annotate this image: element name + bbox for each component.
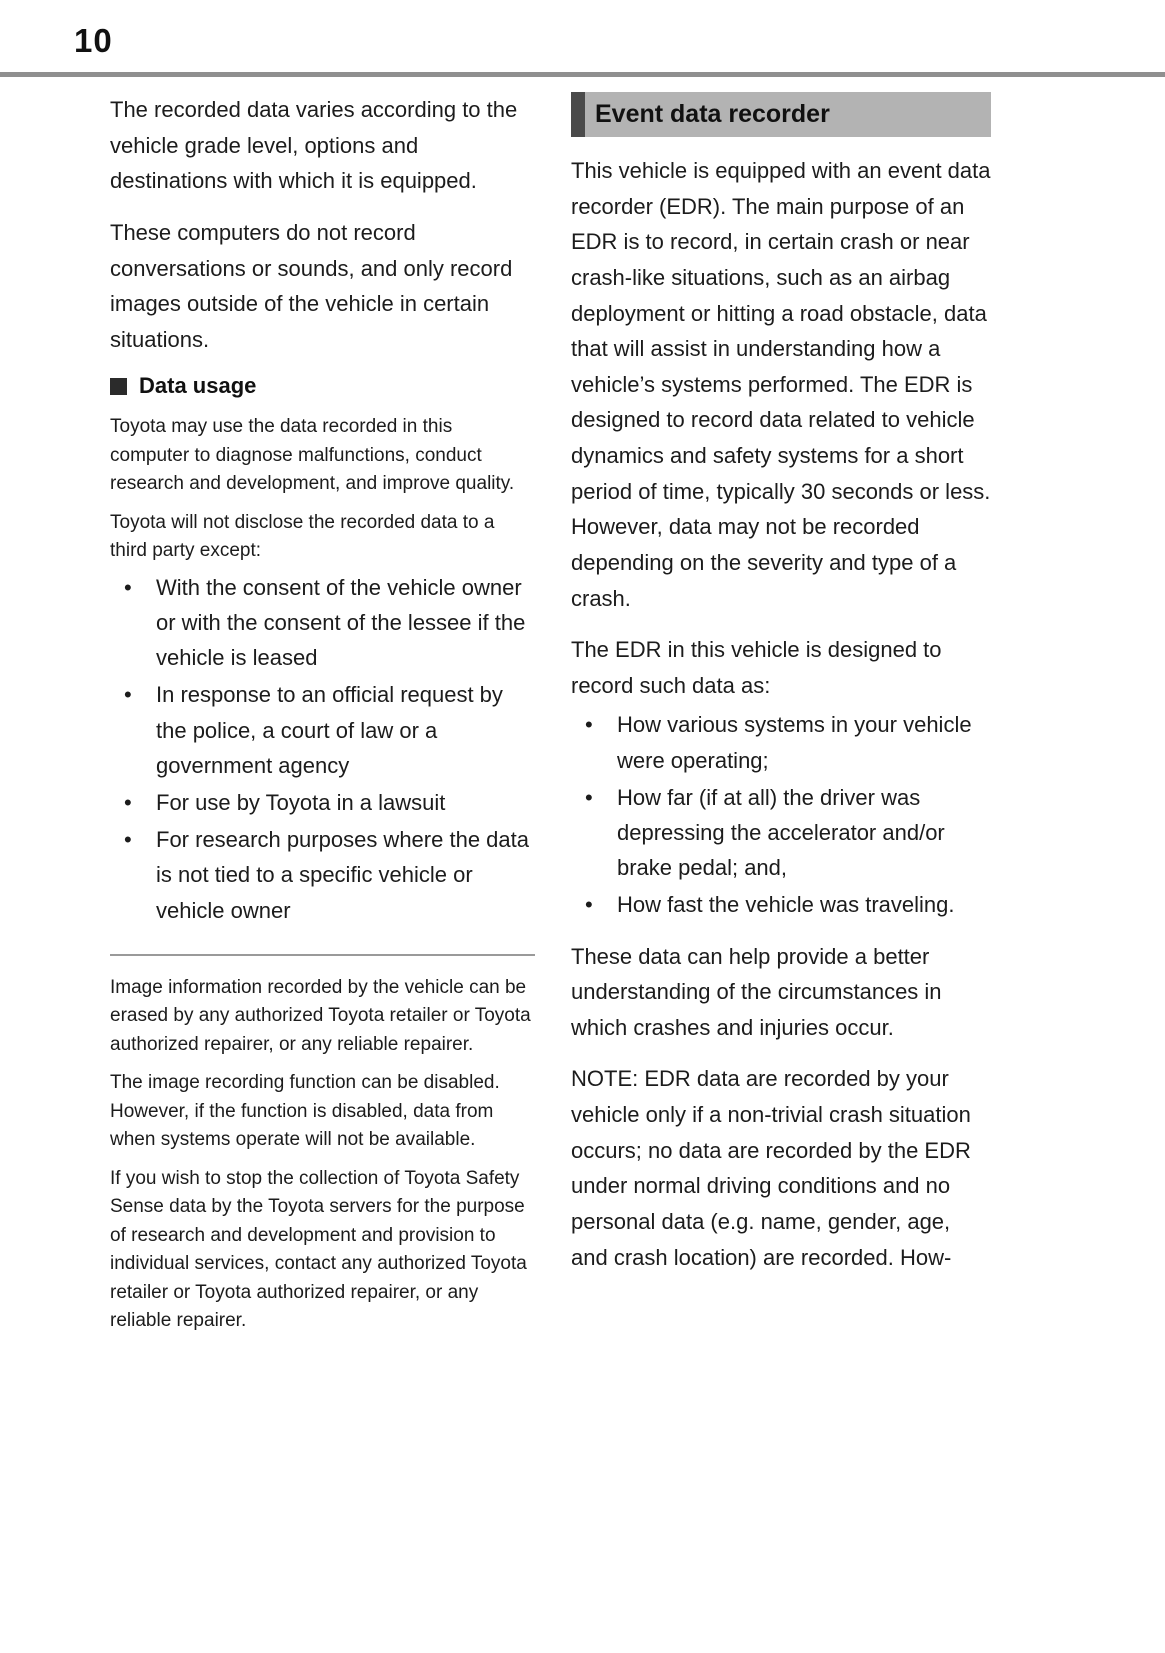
bullet-item: • For use by Toyota in a lawsuit	[124, 785, 535, 820]
fine-print-paragraph: If you wish to stop the collection of Toyota Safety Sense data by the Toyota servers for the purpose of research and development and provision to individual services, contact any authorized Toyota retailer or Toyota authorized repairer, or any reliable repairer.	[110, 1167, 527, 1332]
header-accent-bar	[571, 92, 585, 137]
edr-closing-paragraph: These data can help provide a better understanding of the circumstances in which crashes and injuries occur.	[571, 943, 942, 1040]
intro-paragraph: The recorded data varies according to the vehicle grade level, options and destinations with which it is equipped.	[110, 97, 518, 194]
edr-intro-paragraph: This vehicle is equipped with an event data recorder (EDR). The main purpose of an EDR is to record, in certain crash or near crash-like situations, such as an airbag deployment or hitting a road obstacle, data that will assist in understanding how a vehicle’s systems performed. The EDR is designed to record data related to vehicle dynamics and safety systems for a short period of time, typically 30 seconds or less. However, data may not be recorded depending on the severity and type of a crash.	[571, 158, 991, 611]
bullet-item: • For research purposes where the data is not tied to a specific vehicle or vehicle owner	[124, 822, 535, 928]
bullet-item: • With the consent of the vehicle owner or with the consent of the lessee if the vehicle is leased	[124, 570, 535, 676]
right-column	[571, 92, 991, 1346]
bullet-item: • How fast the vehicle was traveling.	[585, 887, 991, 922]
intro-paragraph: These computers do not record conversations or sounds, and only record images outside of the vehicle in certain situations.	[110, 219, 513, 352]
edr-list-intro: The EDR in this vehicle is designed to record such data as:	[571, 637, 942, 698]
data-usage-heading-label: Data usage	[139, 373, 257, 399]
section-title: Event data recorder	[595, 100, 830, 128]
data-usage-heading	[110, 373, 535, 399]
edr-note-paragraph: NOTE: EDR data are recorded by your vehicle only if a non-trivial crash situation occurs; no data are recorded by the EDR under normal driving conditions and no personal data (e.g. name, gender, age, and crash location) are recorded. How-	[571, 1066, 971, 1270]
fine-print-divider	[110, 954, 535, 956]
header-rule	[0, 72, 1165, 77]
fine-print-paragraph: Image information recorded by the vehicle can be erased by any authorized Toyota retailer or Toyota authorized repairer, or any reliable repairer.	[110, 976, 531, 1055]
page-content	[110, 92, 991, 1346]
bullet-item: • How various systems in your vehicle were operating;	[585, 707, 991, 777]
data-usage-bullet-list	[110, 570, 535, 928]
square-bullet-icon	[110, 378, 127, 395]
bullet-item: • In response to an official request by the police, a court of law or a government agency	[124, 677, 535, 783]
fine-print-paragraph: The image recording function can be disabled. However, if the function is disabled, data from when systems operate will not be available.	[110, 1072, 500, 1151]
data-usage-paragraph: Toyota may use the data recorded in this computer to diagnose malfunctions, conduct research and development, and improve quality.	[110, 416, 515, 495]
left-column	[110, 92, 535, 1346]
edr-bullet-list	[571, 707, 991, 922]
data-usage-paragraph: Toyota will not disclose the recorded data to a third party except:	[110, 511, 495, 562]
event-data-recorder-header	[571, 92, 991, 137]
bullet-item: • How far (if at all) the driver was depressing the accelerator and/or brake pedal; and,	[585, 780, 991, 886]
page-number: 10	[74, 22, 113, 59]
